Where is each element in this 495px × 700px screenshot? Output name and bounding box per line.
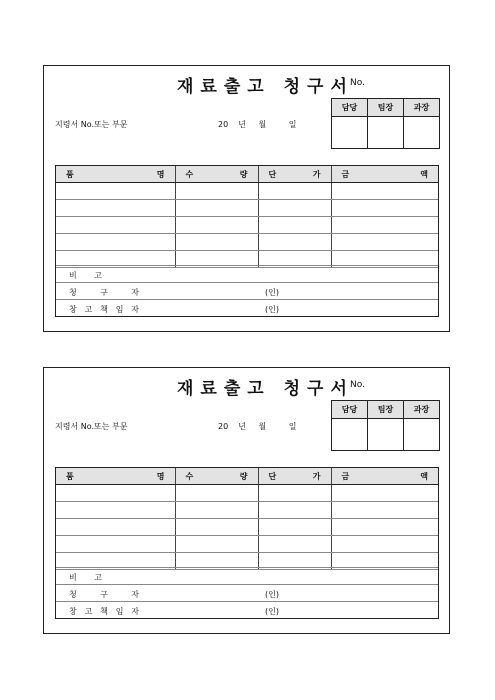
items-grid [56, 166, 438, 268]
date-year-prefix: 20 [218, 422, 229, 431]
warehouse-manager-row[interactable] [56, 299, 438, 316]
table-row[interactable] [56, 536, 438, 553]
form-number-label: No. [350, 78, 365, 88]
approval-sign-staff[interactable] [332, 419, 368, 451]
table-row[interactable] [56, 183, 438, 200]
remarks-label: 비 고 [69, 271, 102, 280]
approval-header-team-leader: 팀장 [368, 99, 404, 117]
items-header-row [56, 468, 438, 485]
date-year-unit: 년 [238, 120, 246, 129]
approval-header-staff: 담당 [332, 99, 368, 117]
requester-row[interactable] [56, 584, 438, 601]
requester-row[interactable] [56, 282, 438, 299]
approval-sign-staff[interactable] [332, 117, 368, 149]
table-row[interactable] [56, 217, 438, 234]
header-quantity: 수 량 [175, 166, 258, 183]
approval-box [331, 98, 440, 149]
requester-label: 청 구 자 [69, 288, 139, 297]
requisition-form-top [43, 65, 450, 332]
approval-header-staff: 담당 [332, 401, 368, 419]
department-label: 지령서 No.또는 부문 [55, 422, 128, 431]
header-item-name: 품 명 [56, 468, 175, 485]
approval-sign-team-leader[interactable] [368, 117, 404, 149]
header-unit-price: 단 가 [258, 166, 331, 183]
remarks-row[interactable] [56, 265, 438, 282]
table-row[interactable] [56, 502, 438, 519]
date-line [218, 119, 296, 130]
items-header-row [56, 166, 438, 183]
warehouse-manager-label: 창 고 책 임 자 [69, 305, 139, 314]
approval-sign-section-chief[interactable] [404, 117, 440, 149]
header-amount: 금 액 [331, 468, 438, 485]
items-grid [56, 468, 438, 570]
form-title: 재료출고 청구서 [177, 379, 354, 399]
department-label: 지령서 No.또는 부문 [55, 120, 128, 129]
warehouse-manager-seal: (인) [265, 607, 279, 616]
header-amount: 금 액 [331, 166, 438, 183]
table-row[interactable] [56, 485, 438, 502]
requisition-form-bottom [43, 367, 450, 634]
approval-header-team-leader: 팀장 [368, 401, 404, 419]
date-year-unit: 년 [238, 422, 246, 431]
date-month-unit: 월 [258, 422, 267, 431]
table-row[interactable] [56, 200, 438, 217]
warehouse-manager-seal: (인) [265, 305, 279, 314]
date-month-unit: 월 [258, 120, 267, 129]
header-unit-price: 단 가 [258, 468, 331, 485]
approval-header-section-chief: 과장 [404, 401, 440, 419]
approval-sign-team-leader[interactable] [368, 419, 404, 451]
remarks-label: 비 고 [69, 573, 102, 582]
form-title: 재료출고 청구서 [177, 77, 354, 97]
requester-label: 청 구 자 [69, 590, 139, 599]
table-row[interactable] [56, 234, 438, 251]
warehouse-manager-row[interactable] [56, 601, 438, 618]
approval-box [331, 400, 440, 451]
date-line [218, 421, 296, 432]
header-item-name: 품 명 [56, 166, 175, 183]
approval-header-section-chief: 과장 [404, 99, 440, 117]
approval-sign-section-chief[interactable] [404, 419, 440, 451]
date-day-unit: 일 [288, 422, 297, 431]
date-year-prefix: 20 [218, 120, 229, 129]
form-number-label: No. [350, 380, 365, 390]
requester-seal: (인) [265, 590, 279, 599]
header-quantity: 수 량 [175, 468, 258, 485]
table-row[interactable] [56, 519, 438, 536]
requester-seal: (인) [265, 288, 279, 297]
items-table [55, 165, 439, 317]
items-table [55, 467, 439, 619]
remarks-row[interactable] [56, 567, 438, 584]
warehouse-manager-label: 창 고 책 임 자 [69, 607, 139, 616]
date-day-unit: 일 [288, 120, 297, 129]
